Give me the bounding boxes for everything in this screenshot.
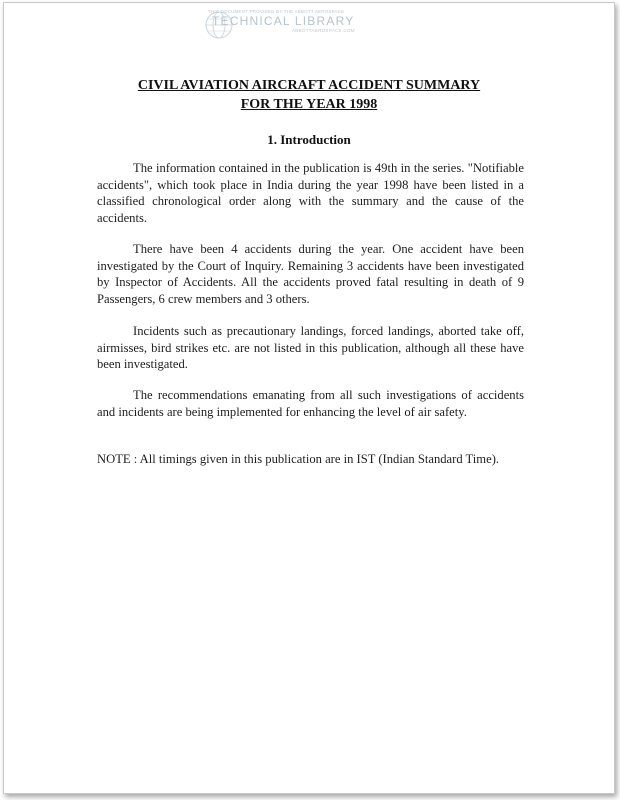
paragraph-4: The recommendations emanating from all such investigations of accidents and incidents are being implemented for enhancing the level of air safety. bbox=[97, 388, 524, 419]
document-page bbox=[3, 2, 615, 794]
document-title-line-1: CIVIL AVIATION AIRCRAFT ACCIDENT SUMMARY bbox=[137, 78, 481, 93]
paragraph-2: There have been 4 accidents during the year. One accident have been investigated by the Court of Inquiry. Remaining 3 accidents have been investigated by Inspector of Accidents. All the accidents proved fatal resulting in death of 9 Passengers, 6 crew members and 3 others. bbox=[97, 242, 524, 306]
paragraph-1: The information contained in the publication is 49th in the series. "Notifiable accidents", which took place in India during the year 1998 have been listed in a classified chronological order along with the summary and the cause of the accidents. bbox=[97, 161, 524, 225]
paragraph-3: Incidents such as precautionary landings, forced landings, aborted take off, airmisses, bird strikes etc. are not listed in this publication, although all these have been investigated. bbox=[97, 324, 524, 371]
watermark-title: TECHNICAL LIBRARY bbox=[212, 14, 355, 28]
document-title-line-2: FOR THE YEAR 1998 bbox=[240, 97, 378, 112]
watermark-url: ABBOTTAEROSPACE.COM bbox=[292, 28, 355, 33]
watermark-top-line: THIS DOCUMENT PROVIDED BY THE ABBOTT AEROSPACE bbox=[208, 9, 345, 14]
section-heading: 1. Introduction bbox=[267, 132, 351, 147]
timing-note: NOTE : All timings given in this publication are in IST (Indian Standard Time). bbox=[97, 452, 500, 466]
technical-library-watermark bbox=[204, 6, 389, 46]
